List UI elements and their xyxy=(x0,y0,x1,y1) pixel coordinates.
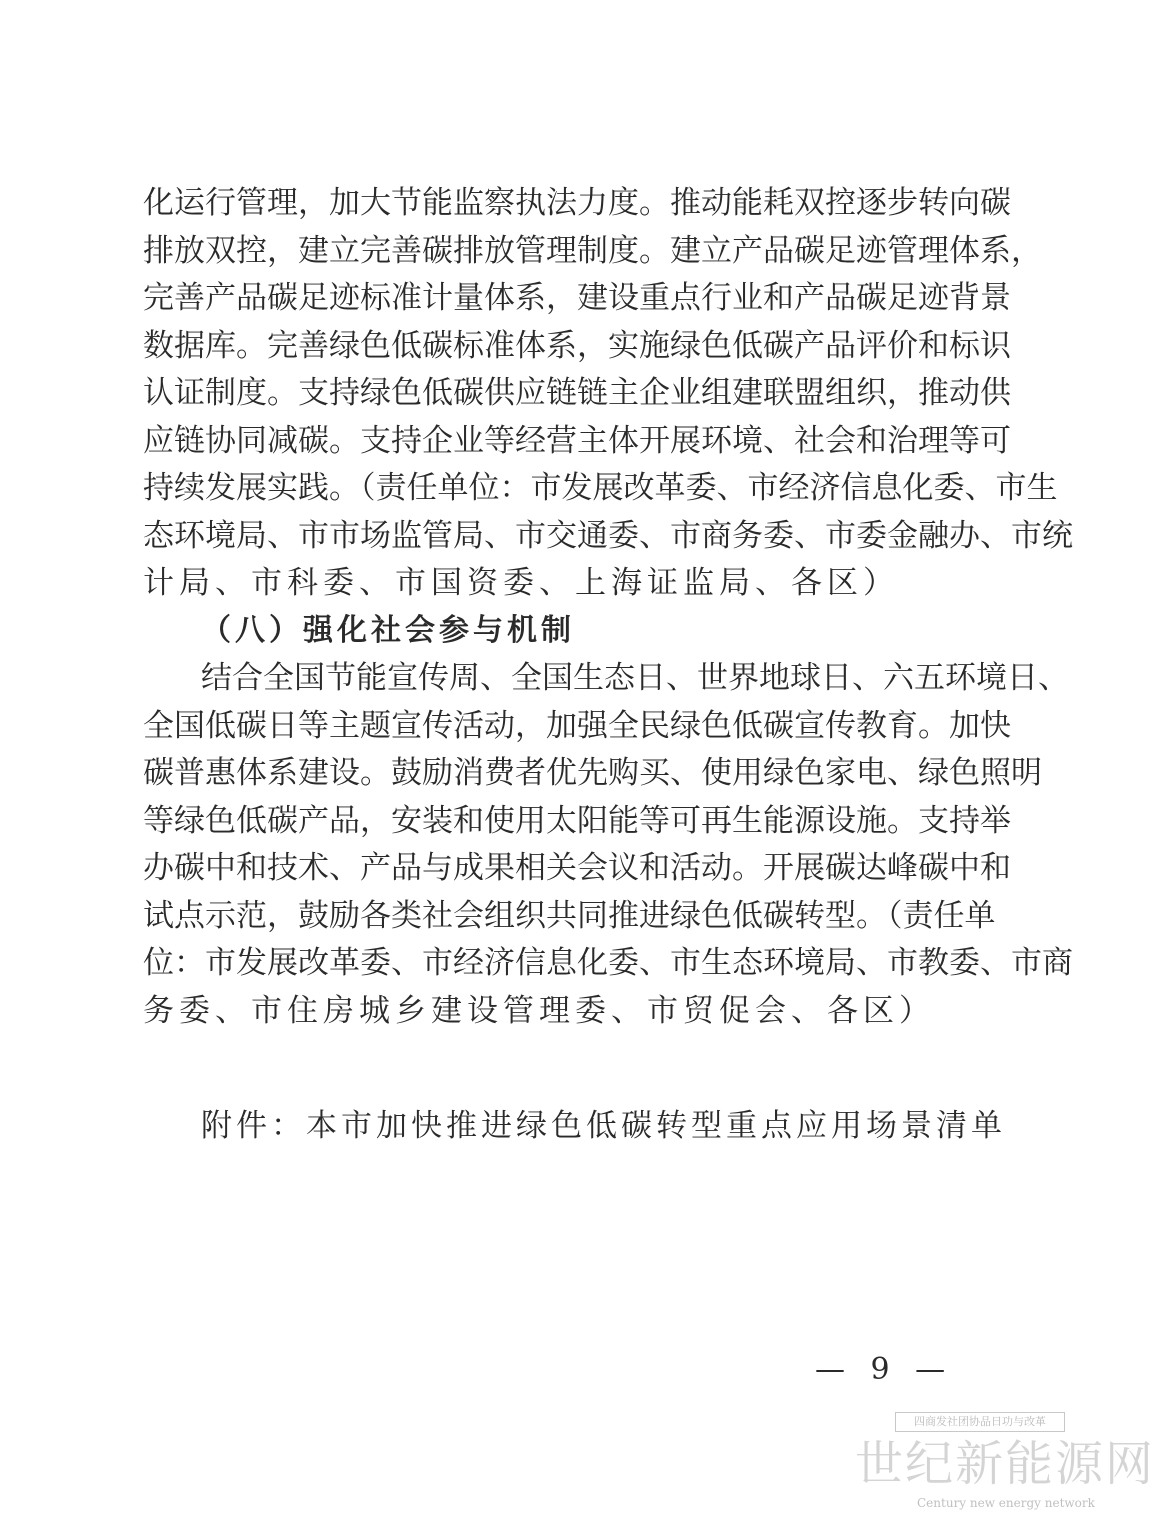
text-line: 全国低碳日等主题宣传活动，加强全民绿色低碳宣传教育。加快 xyxy=(143,708,1011,744)
text-line: 试点示范，鼓励各类社会组织共同推进绿色低碳转型。（责任单 xyxy=(143,898,996,934)
attachment-note: 附件：本市加快推进绿色低碳转型重点应用场景清单 xyxy=(201,1108,1006,1144)
text-line: 等绿色低碳产品，安装和使用太阳能等可再生能源设施。支持举 xyxy=(143,803,1011,839)
watermark-box-text: 四商发社团协品日功与改革 xyxy=(895,1412,1065,1432)
watermark-title: 世纪新能源网 xyxy=(855,1436,1155,1492)
watermark-logo xyxy=(855,1412,1155,1522)
watermark-subtitle: Century new energy network xyxy=(917,1496,1095,1510)
text-line: 态环境局、市市场监管局、市交通委、市商务委、市委金融办、市统 xyxy=(143,518,1073,554)
text-line: 碳普惠体系建设。鼓励消费者优先购买、使用绿色家电、绿色照明 xyxy=(143,755,1042,791)
text-line: 化运行管理，加大节能监察执法力度。推动能耗双控逐步转向碳 xyxy=(143,185,1011,221)
text-line: 应链协同减碳。支持企业等经营主体开展环境、社会和治理等可 xyxy=(143,423,1011,459)
text-line: 完善产品碳足迹标准计量体系，建设重点行业和产品碳足迹背景 xyxy=(143,280,1011,316)
text-line: 持续发展实践。（责任单位：市发展改革委、市经济信息化委、市生 xyxy=(143,470,1058,506)
text-line: 位：市发展改革委、市经济信息化委、市生态环境局、市教委、市商 xyxy=(143,945,1073,981)
text-line: 认证制度。支持绿色低碳供应链链主企业组建联盟组织，推动供 xyxy=(143,375,1011,411)
section-heading: （八）强化社会参与机制 xyxy=(201,613,575,648)
text-line: 务委、市住房城乡建设管理委、市贸促会、各区） xyxy=(143,993,935,1029)
page-number: — 9 — xyxy=(815,1352,954,1387)
text-line: 办碳中和技术、产品与成果相关会议和活动。开展碳达峰碳中和 xyxy=(143,850,1011,886)
text-line: 计局、市科委、市国资委、上海证监局、各区） xyxy=(143,565,899,601)
text-line: 结合全国节能宣传周、全国生态日、世界地球日、六五环境日、 xyxy=(201,660,1069,696)
text-line: 数据库。完善绿色低碳标准体系，实施绿色低碳产品评价和标识 xyxy=(143,328,1011,364)
text-line: 排放双控，建立完善碳排放管理制度。建立产品碳足迹管理体系， xyxy=(143,233,1042,269)
